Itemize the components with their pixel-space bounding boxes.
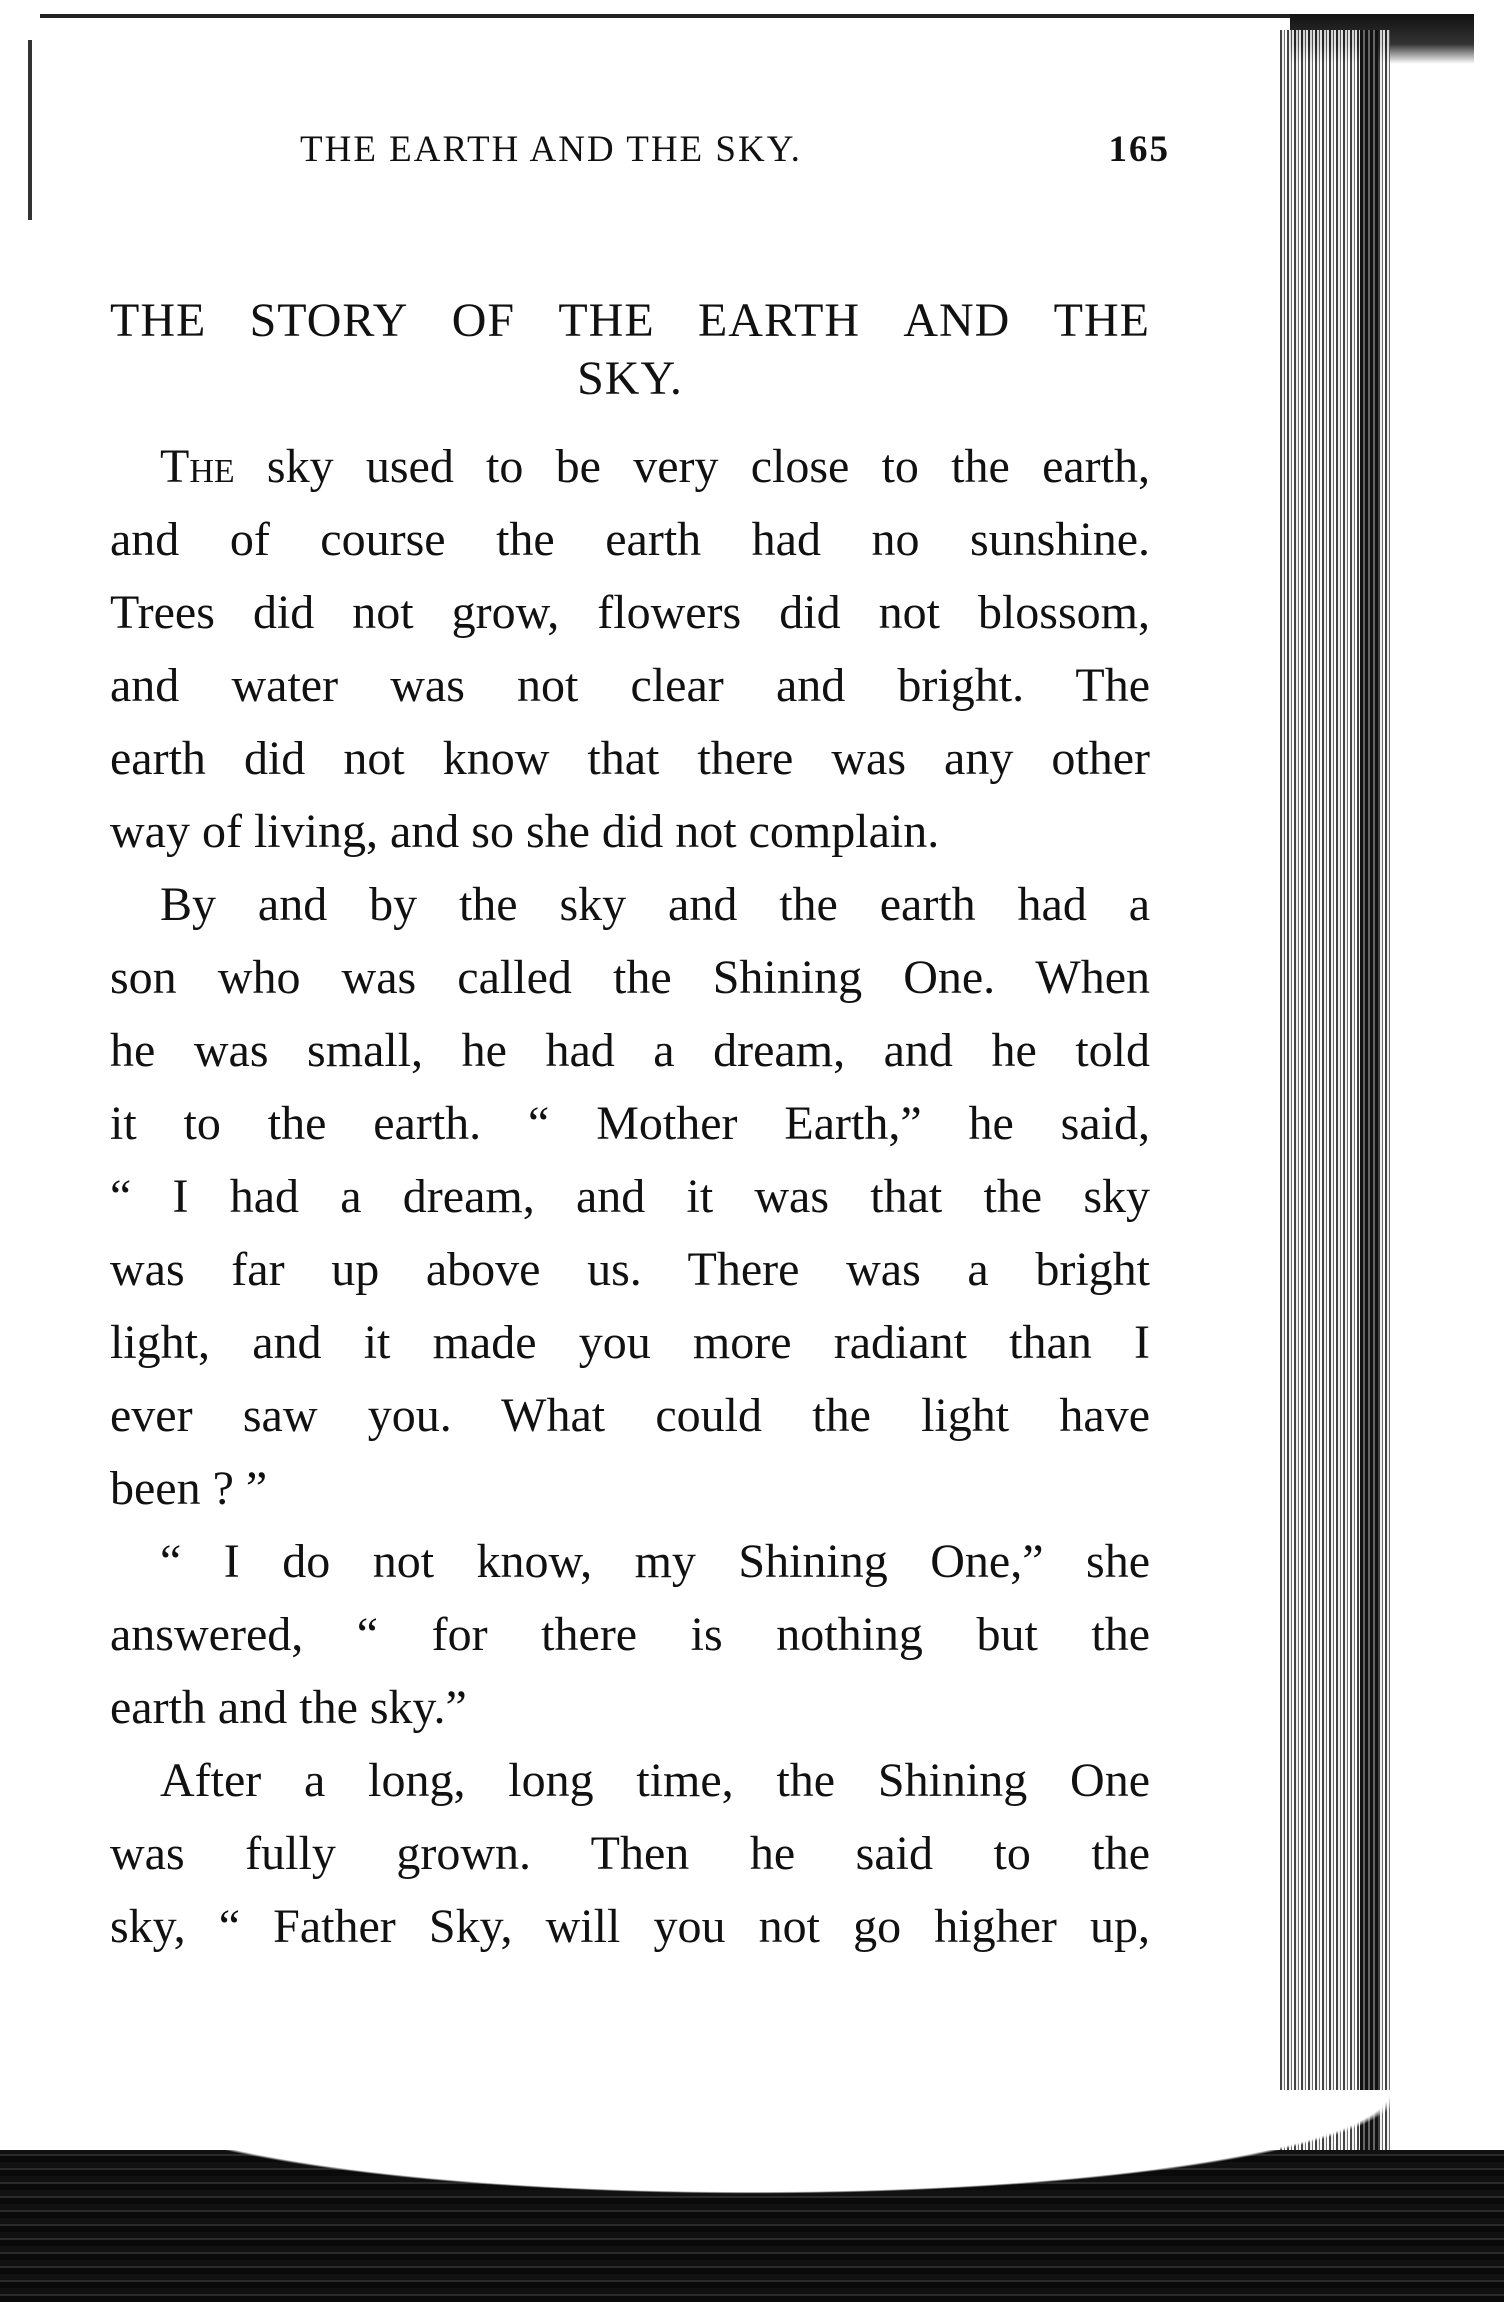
text-line: and water was not clear and bright. The xyxy=(110,659,1150,712)
page-bottom-curve xyxy=(0,2090,1504,2210)
text-line: was fully grown. Then he said to the xyxy=(110,1827,1150,1880)
text-line: it to the earth. “ Mother Earth,” he said, xyxy=(110,1097,1150,1150)
page-number: 165 xyxy=(1108,129,1170,170)
chapter-title xyxy=(110,292,1150,408)
text-line: he was small, he had a dream, and he told xyxy=(110,1024,1150,1077)
text-line: answered, “ for there is nothing but the xyxy=(110,1608,1150,1661)
chapter-title-word: THE xyxy=(558,294,655,347)
running-head xyxy=(300,120,1170,170)
text-line: ever saw you. What could the light have xyxy=(110,1389,1150,1442)
text-line: Trees did not grow, flowers did not blossom, xyxy=(110,586,1150,639)
drop-word: The xyxy=(160,440,235,493)
text-line: and of course the earth had no sunshine. xyxy=(110,513,1150,566)
body-text xyxy=(110,430,1150,1963)
text-line xyxy=(110,430,1150,503)
page-left-edge xyxy=(28,40,32,220)
text-line: way of living, and so she did not complain. xyxy=(110,805,940,858)
text-line: was far up above us. There was a bright xyxy=(110,1243,1150,1296)
text-line: By and by the sky and the earth had a xyxy=(160,878,1150,931)
text-line-content: sky used to be very close to the earth, xyxy=(234,440,1150,493)
text-line: sky, “ Father Sky, will you not go higher up, xyxy=(110,1900,1150,1953)
text-line: light, and it made you more radiant than I xyxy=(110,1316,1150,1369)
text-line: earth and the sky.” xyxy=(110,1681,467,1734)
chapter-title-word: THE xyxy=(1053,294,1150,347)
text-line: “ I do not know, my Shining One,” she xyxy=(160,1535,1150,1588)
chapter-title-word: OF xyxy=(451,294,516,347)
text-line: earth did not know that there was any other xyxy=(110,732,1150,785)
running-head-title: THE EARTH AND THE SKY. xyxy=(300,129,802,170)
chapter-title-line-1 xyxy=(110,292,1150,350)
chapter-title-word: STORY xyxy=(249,294,409,347)
text-line: been ? ” xyxy=(110,1462,268,1515)
text-line: After a long, long time, the Shining One xyxy=(160,1754,1150,1807)
book-fore-edge-shadow xyxy=(1360,30,1378,2170)
text-line: “ I had a dream, and it was that the sky xyxy=(110,1170,1150,1223)
text-line: son who was called the Shining One. When xyxy=(110,951,1150,1004)
chapter-title-word: EARTH xyxy=(697,294,861,347)
chapter-title-word: THE xyxy=(110,294,207,347)
chapter-title-line-2: SKY. xyxy=(577,352,683,405)
page-top-edge xyxy=(40,14,1460,18)
chapter-title-word: AND xyxy=(903,294,1011,347)
